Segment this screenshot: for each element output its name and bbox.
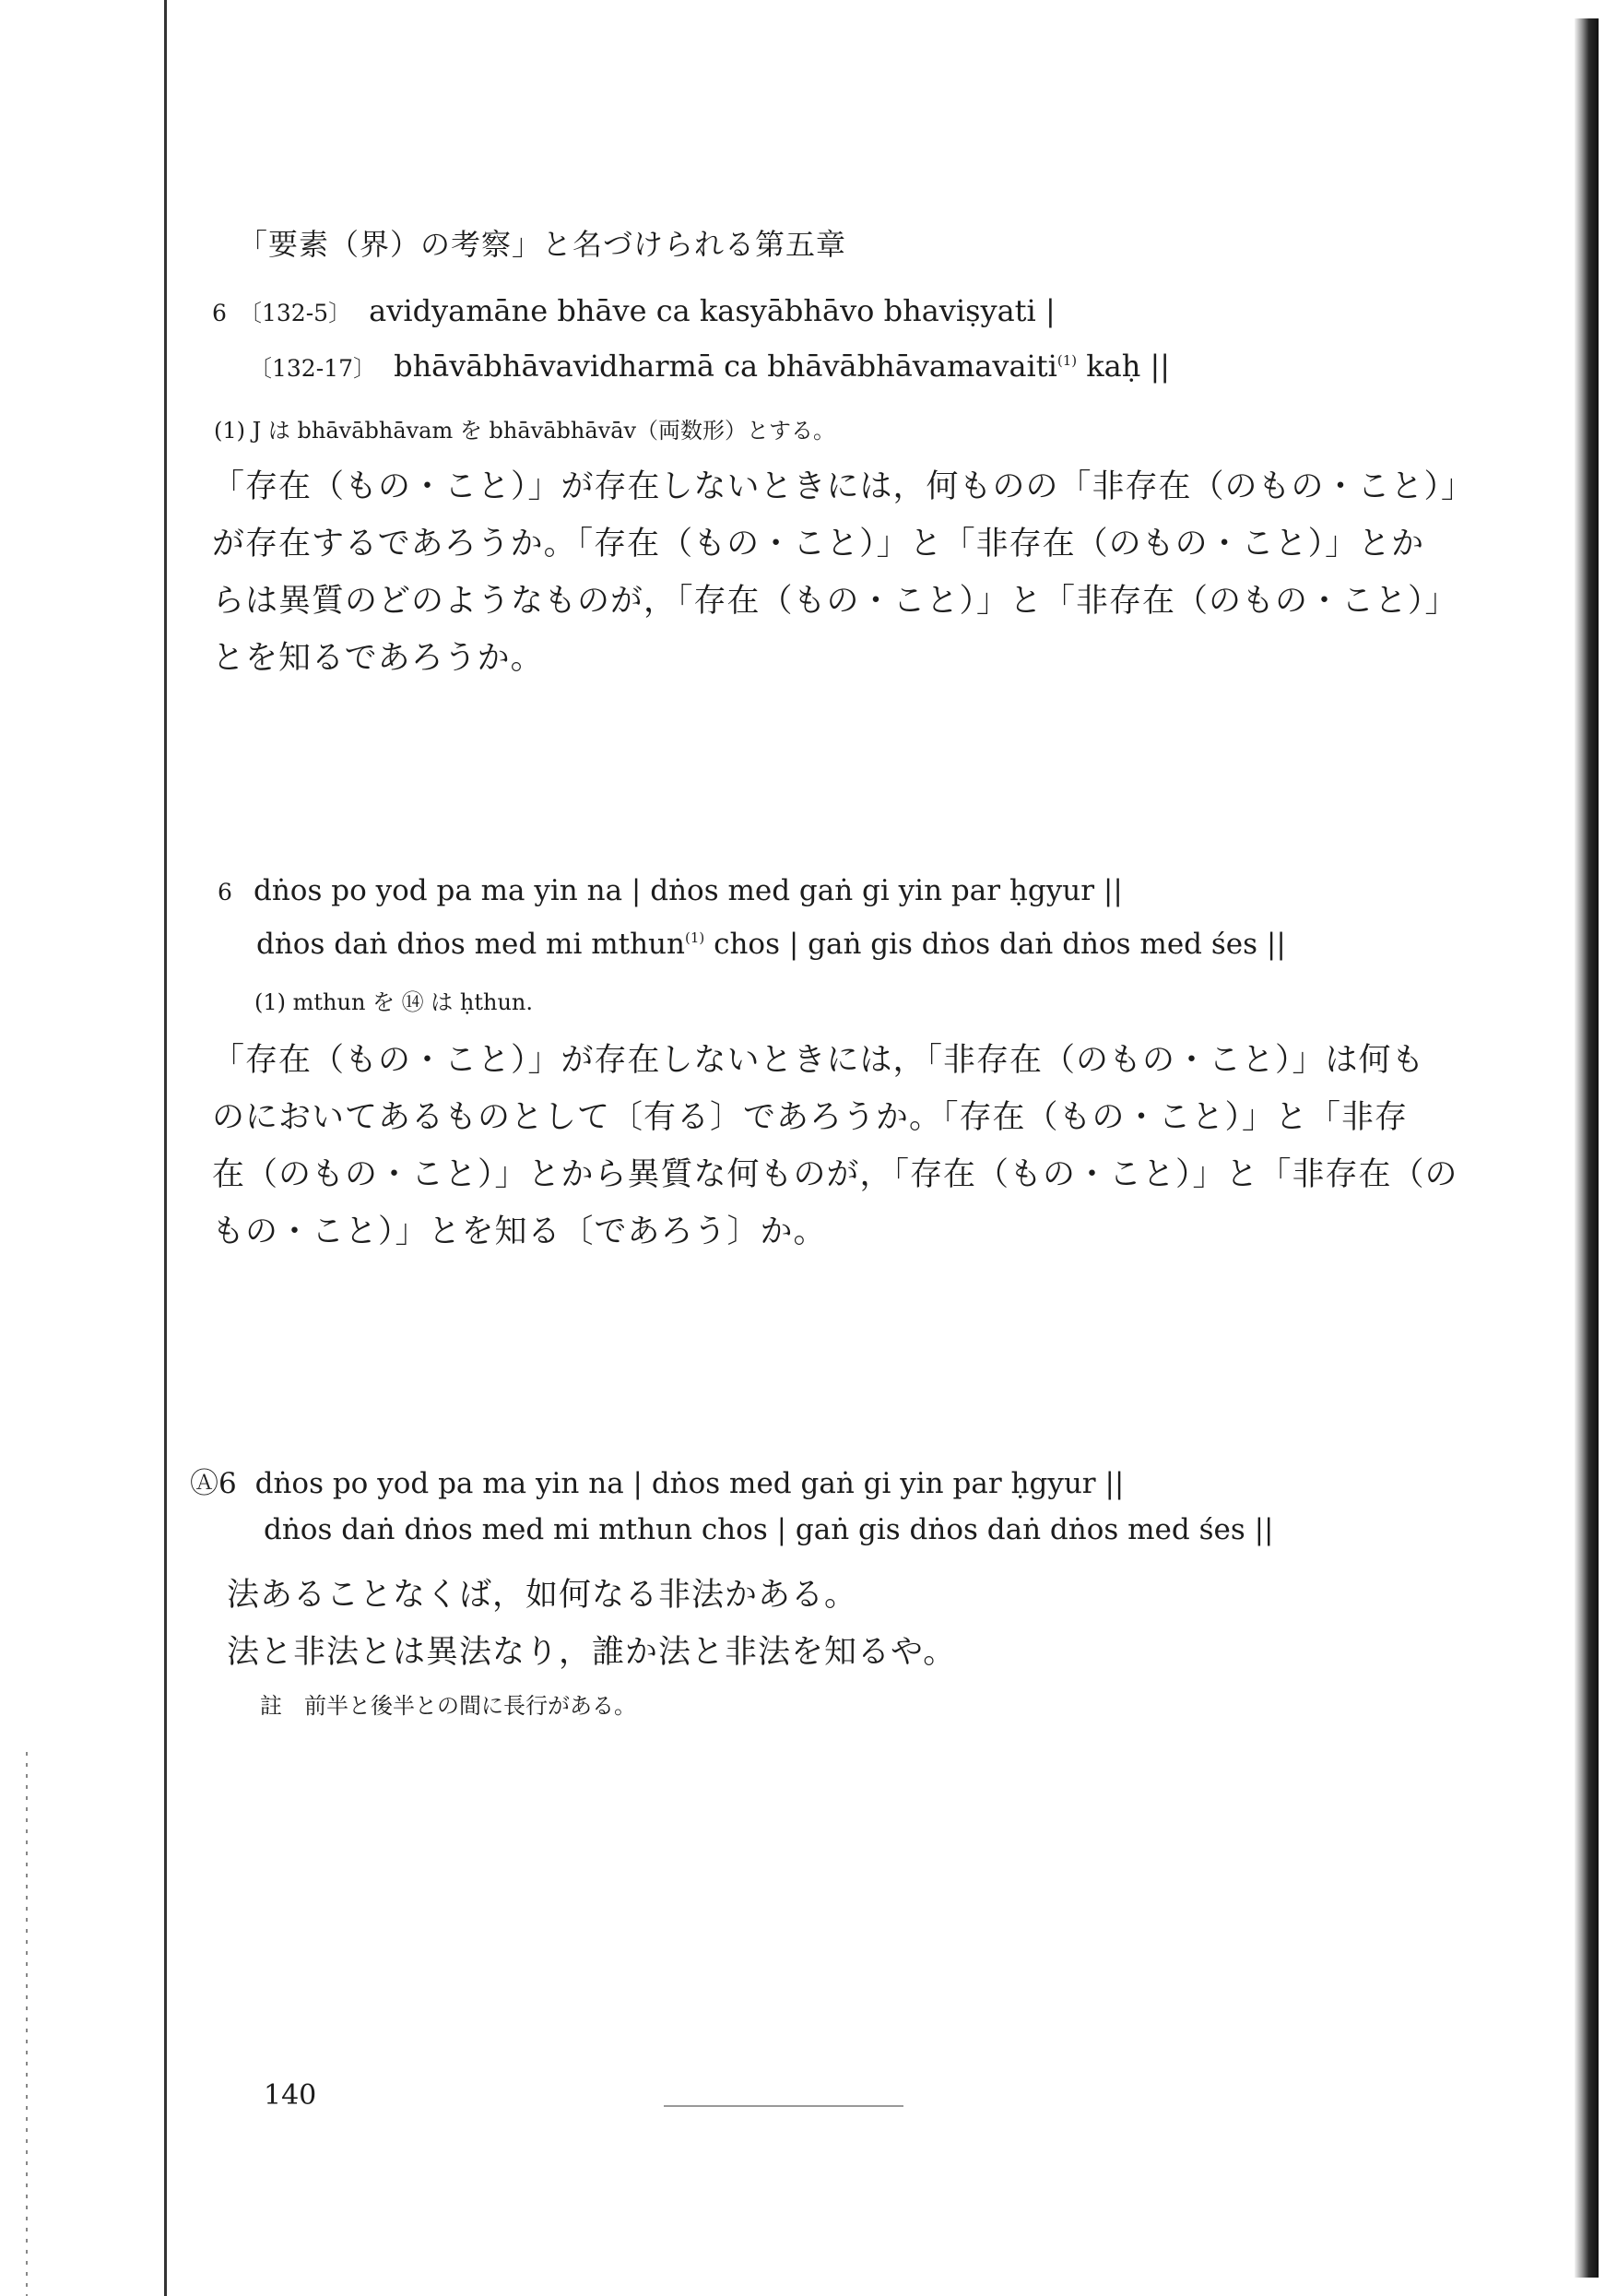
alt-tibetan-line-1 [190,1460,1124,1501]
tibetan-text-1: dṅos po yod pa ma yin na | dṅos med gaṅ gi yin par ḥgyur || [254,874,1123,907]
chapter-heading: 「要素（界）の考察」と名づけられる第五章 [238,227,847,262]
sanskrit-text-2: bhāvābhāvavidharmā ca bhāvābhāvamavaiti [394,349,1057,384]
scan-edge-right [1575,18,1599,2278]
tibetan-line-1 [218,874,1123,907]
alt-translation-line: 法と非法とは異法なり，誰か法と非法を知るや。 [227,1634,957,1671]
translation-line: らは異質のどのようなものが，「存在（もの・こと）」と「非存在（のもの・こと）」 [212,583,1458,620]
sanskrit-ref-1: 〔132-5〕 [239,300,352,326]
translation-line: とを知るであろうか。 [212,640,544,677]
tibetan-text-2: dṅos daṅ dṅos med mi mthun [256,928,685,961]
translation-line: 「存在（もの・こと）」が存在しないときには，「非存在（のもの・こと）」は何も [212,1042,1425,1079]
sanskrit-text-1: avidyamāne bhāve ca kasyābhāvo bhaviṣyati | [369,293,1056,328]
sanskrit-footnote: (1) J は bhāvābhāvam を bhāvābhāvāv（両数形）とする。 [214,418,836,444]
page-number: 140 [264,2079,317,2112]
alt-tibetan-line-2: dṅos daṅ dṅos med mi mthun chos | gaṅ gis dṅos daṅ dṅos med śes || [264,1513,1274,1546]
tibetan-text-2-tail: chos | gaṅ gis dṅos daṅ dṅos med śes || [704,928,1286,961]
alt-translation-line: 法あることなくば，如何なる非法かある。 [227,1577,858,1614]
translation-line: のにおいてあるものとして〔有る〕であろうか。「存在（もの・こと）」と「非存 [212,1099,1409,1136]
translation-line: 「存在（もの・こと）」が存在しないときには，何ものの「非存在（のもの・こと）」 [212,468,1475,505]
sanskrit-line-2 [249,349,1170,384]
alt-tibetan-text-1: dṅos po yod pa ma yin na | dṅos med gaṅ gi yin par ḥgyur || [254,1467,1125,1500]
alt-note: 註 前半と後半との間に長行がある。 [260,1693,636,1719]
binding-rule [164,0,167,2296]
tibetan-line-2 [256,928,1286,961]
scan-edge-left [26,1752,28,2296]
sanskrit-ref-2: 〔132-17〕 [249,355,376,382]
verse-number: 6 [218,879,232,905]
sanskrit-line-1 [212,293,1056,328]
translation-line: 在（のもの・こと）」とから異質な何ものが，「存在（もの・こと）」と「非存在（の [212,1156,1458,1193]
scan-mark [664,2105,903,2107]
alt-verse-marker: Ⓐ6 [190,1467,237,1500]
footnote-marker: (1) [1056,352,1078,369]
footnote-marker: (1) [684,929,705,946]
translation-line: が存在するであろうか。「存在（もの・こと）」と「非存在（のもの・こと）」とか [212,526,1425,562]
verse-number: 6 [212,300,227,326]
translation-line: もの・こと）」とを知る〔であろう〕か。 [212,1213,827,1250]
tibetan-footnote: (1) mthun を ⑭ は ḥthun. [254,989,534,1015]
sanskrit-text-2-tail: kaḥ || [1077,349,1171,384]
